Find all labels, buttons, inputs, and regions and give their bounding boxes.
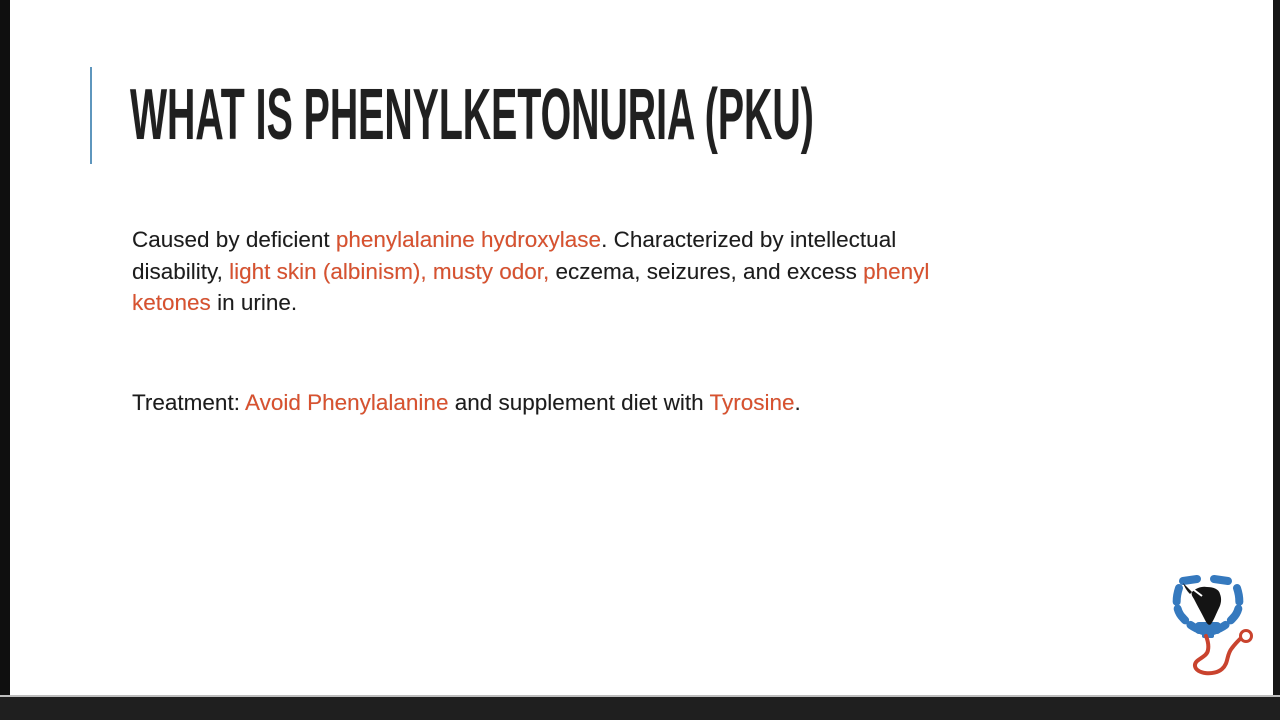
paragraph-line [132, 287, 929, 319]
body-paragraph-treatment [132, 387, 801, 419]
text-segment: . Characterized by intellectual [601, 227, 897, 252]
paragraph-line [132, 256, 929, 288]
stethoscope-americas-logo-icon [1158, 570, 1258, 692]
text-segment: Caused by deficient [132, 227, 336, 252]
text-segment: in urine. [210, 290, 298, 315]
highlighted-term: Tyrosine [709, 390, 795, 415]
highlighted-term: ketones [132, 290, 211, 315]
text-segment: Treatment: [132, 390, 245, 415]
slide-title: WHAT IS PHENYLKETONURIA (PKU) [130, 75, 814, 155]
text-segment: disability, [132, 258, 230, 284]
right-frame-bar [1273, 0, 1280, 720]
title-accent-line [90, 67, 92, 164]
body-paragraph-causes [132, 224, 929, 319]
bottom-frame-bar [0, 695, 1280, 720]
highlighted-term: phenyl [863, 258, 930, 284]
highlighted-term: phenylalanine hydroxylase [335, 227, 602, 252]
paragraph-line [132, 387, 801, 419]
text-segment: . [794, 390, 801, 415]
highlighted-term: light skin (albinism), musty odor, [229, 258, 550, 284]
text-segment: and supplement diet with [448, 390, 710, 415]
highlighted-term: Avoid Phenylalanine [244, 390, 449, 415]
text-segment: eczema, seizures, and excess [549, 258, 864, 284]
left-frame-bar [0, 0, 10, 720]
paragraph-line [132, 224, 929, 256]
